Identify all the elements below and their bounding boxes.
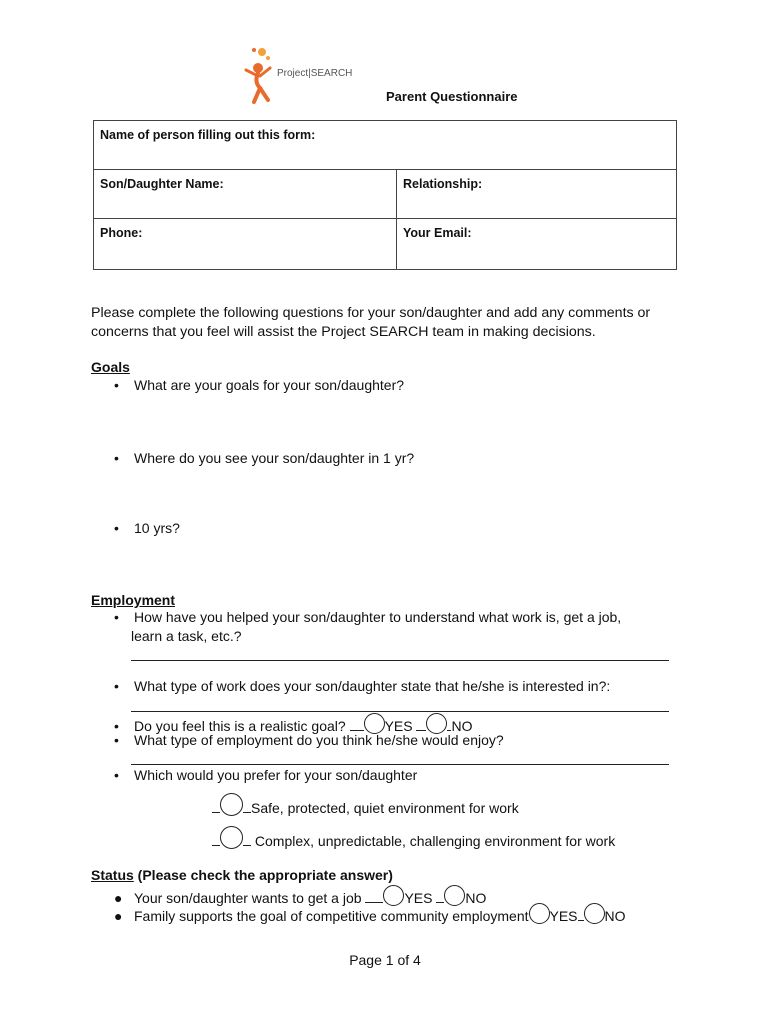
option-safe (212, 793, 519, 816)
no-checkbox-circle[interactable] (426, 713, 447, 734)
family-no-circle[interactable] (584, 903, 605, 924)
employment-question-2: • What type of work does your son/daughter state that he/she is interested in?: (114, 678, 611, 694)
answer-line[interactable] (131, 764, 669, 765)
project-search-logo (240, 44, 370, 104)
son-daughter-label: Son/Daughter Name: (100, 177, 224, 191)
status-heading-note: (Please check the appropriate answer) (133, 867, 393, 883)
status-question-2: ● Family supports the goal of competitive community employment YES NO (114, 903, 626, 924)
complex-checkbox-circle[interactable] (220, 826, 243, 849)
goals-question-2: • Where do you see your son/daughter in 1 yr? (114, 450, 415, 466)
employment-question-5: • Which would you prefer for your son/daughter (114, 767, 418, 783)
relationship-field[interactable] (397, 170, 677, 219)
answer-line[interactable] (131, 660, 669, 661)
status-no-label: NO (465, 890, 487, 906)
email-field[interactable] (397, 219, 677, 270)
family-yes-label: YES (549, 908, 578, 924)
intro-text: Please complete the following questions for your son/daughter and add any comments or concerns that you feel will assist the Project SEARCH team in making decisions. (91, 305, 651, 340)
goals-question-3: • 10 yrs? (114, 520, 180, 536)
employment-heading: Employment (91, 592, 176, 608)
person-figure-icon (240, 44, 280, 104)
page-title: Parent Questionnaire (386, 89, 518, 104)
safe-checkbox-circle[interactable] (220, 793, 243, 816)
logo-text: Project|SEARCH (277, 68, 353, 79)
status-question-1: ● Your son/daughter wants to get a job YES NO (114, 885, 486, 906)
phone-field[interactable] (94, 219, 397, 270)
contact-info-table (93, 120, 677, 270)
status-heading-row (91, 867, 393, 883)
son-daughter-field[interactable] (94, 170, 397, 219)
employment-question-1: • How have you helped your son/daughter to understand what work is, get a job, (114, 609, 622, 625)
status-yes-label: YES (404, 890, 433, 906)
name-field[interactable] (94, 121, 677, 170)
employment-question-4: • What type of employment do you think he/she would enjoy? (114, 732, 504, 748)
option-complex (212, 826, 615, 849)
relationship-label: Relationship: (403, 177, 483, 191)
option-safe-label: Safe, protected, quiet environment for work (251, 800, 519, 816)
name-label: Name of person filling out this form: (100, 128, 316, 142)
status-heading: Status (91, 867, 134, 883)
email-label: Your Email: (403, 226, 472, 240)
employment-question-3: • Do you feel this is a realistic goal? YES NO (114, 713, 472, 734)
family-no-label: NO (604, 908, 626, 924)
page-number: Page 1 of 4 (349, 952, 421, 968)
answer-line[interactable] (131, 711, 669, 712)
employment-question-1-cont: learn a task, etc.? (131, 628, 242, 644)
phone-label: Phone: (100, 226, 143, 240)
option-complex-label: Complex, unpredictable, challenging environment for work (254, 833, 616, 849)
goals-heading: Goals (91, 359, 130, 375)
no-label: NO (451, 718, 473, 734)
family-yes-circle[interactable] (529, 903, 550, 924)
goals-question-1: • What are your goals for your son/daughter? (114, 377, 405, 393)
yes-label: YES (384, 718, 413, 734)
yes-checkbox-circle[interactable] (364, 713, 385, 734)
